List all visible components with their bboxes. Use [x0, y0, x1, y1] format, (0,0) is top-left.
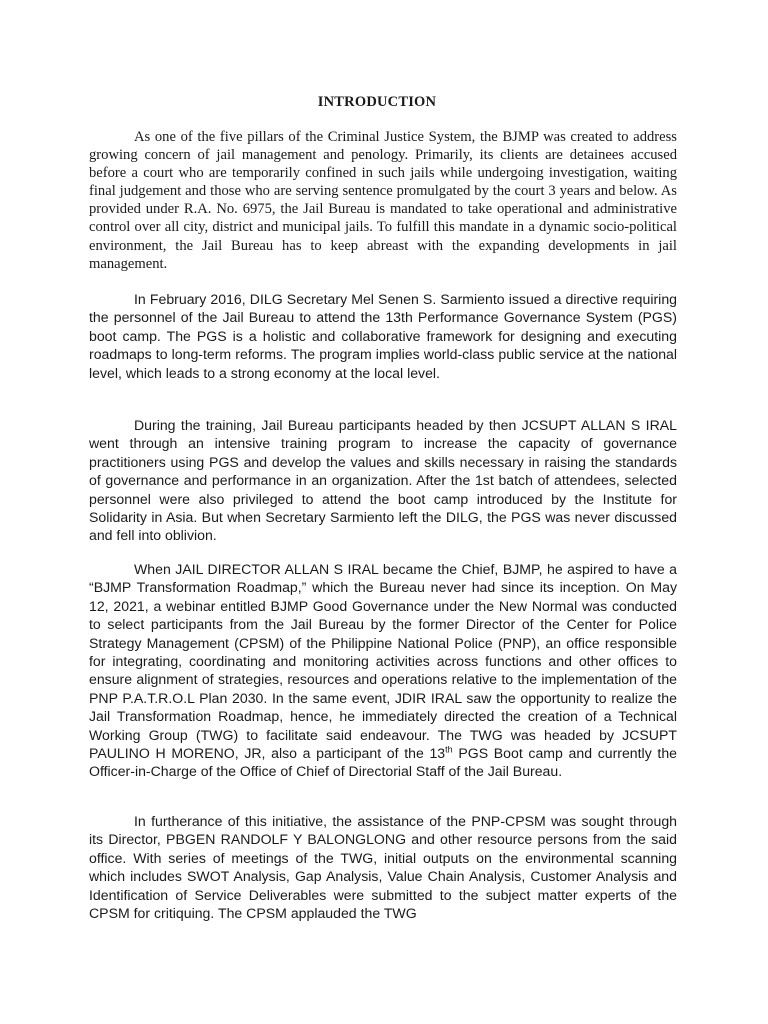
document-title: INTRODUCTION — [317, 94, 437, 110]
paragraph-transformation-text-end: PGS Boot camp and currently the Officer-in-Charge of the Office of Chief of Directorial Staff of the Jail Bureau. — [89, 745, 677, 780]
paragraph-transformation-roadmap — [89, 560, 677, 781]
paragraph-training: During the training, Jail Bureau participants headed by then JCSUPT ALLAN S IRAL went through an intensive training program to increase the capacity of governance practitioners using PGS and develop the values and skills necessary in raising the standards of governance and performance in an organization. After the 1st batch of attendees, selected personnel were also privileged to attend the boot camp introduced by the Institute for Solidarity in Asia. But when Secretary Sarmiento left the DILG, the PGS was never discussed and fell into oblivion. — [89, 417, 677, 544]
paragraph-cpsm-assistance: In furtherance of this initiative, the assistance of the PNP-CPSM was sought through its Director, PBGEN RANDOLF Y BALONGLONG and other resource persons from the said office. With series of meetings of the TWG, initial outputs on the environmental scanning which includes SWOT Analysis, Gap Analysis, Value Chain Analysis, Customer Analysis and Identification of Service Deliverables were submitted to the subject matter experts of the CPSM for critiquing. The CPSM applauded the TWG — [89, 813, 677, 922]
paragraph-bjmp-pillars: As one of the five pillars of the Criminal Justice System, the BJMP was created to address growing concern of jail management and penology. Primarily, its clients are detainees accused before a court who are temporarily confined in such jails while undergoing investigation, waiting final judgement and those who are serving sentence promulgated by the court 3 years and below. As provided under R.A. No. 6975, the Jail Bureau is mandated to take operational and administrative control over all city, district and municipal jails. To fulfill this mandate in a dynamic socio-political environment, the Jail Bureau has to keep abreast with the expanding developments in jail management. — [89, 129, 677, 272]
paragraph-pgs-directive: In February 2016, DILG Secretary Mel Senen S. Sarmiento issued a directive requiring the personnel of the Jail Bureau to attend the 13th Performance Governance System (PGS) boot camp. The PGS is a holistic and collaborative framework for designing and executing roadmaps to long-term reforms. The program implies world-class public service at the national level, which leads to a strong economy at the local level. — [89, 291, 677, 381]
paragraph-transformation-text: When JAIL DIRECTOR ALLAN S IRAL became the Chief, BJMP, he aspired to have a “BJMP Transformation Roadmap,” which the Bureau never had since its inception. On May 12, 2021, a webinar entitled BJMP Good Governance under the New Normal was conducted to select participants from the Jail Bureau by the former Director of the Center for Police Strategy Management (CPSM) of the Philippine National Police (PNP), an office responsible for integrating, coordinating and monitoring activities across functions and other offices to ensure alignment of strategies, resources and operations relative to the implementation of the PNP P.A.T.R.O.L Plan 2030. In the same event, JDIR IRAL saw the opportunity to realize the Jail Transformation Roadmap, hence, he immediately directed the creation of a Technical Working Group (TWG) to facilitate said endeavour. The TWG was headed by JCSUPT PAULINO H MORENO, JR, also a participant of the 13 — [89, 561, 677, 762]
ordinal-superscript: th — [445, 744, 453, 755]
